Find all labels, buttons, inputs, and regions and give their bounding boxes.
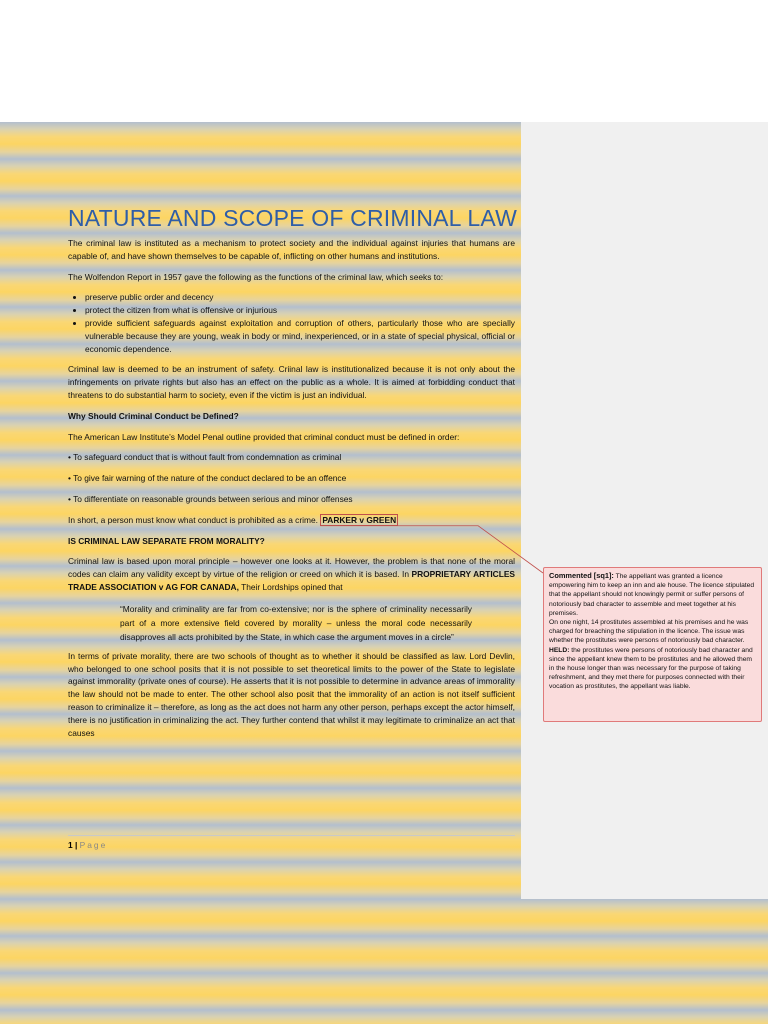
block-quote: “Morality and criminality are far from co-extensive; nor is the sphere of criminality necessarily part of a more extensive field covered by morality – unless the moral code necessarily disapproves all acts prohibited by the State, in which case the argument moves in a circle” (120, 603, 472, 642)
in-short-text: In short, a person must know what conduct is prohibited as a crime. (68, 514, 321, 525)
intro-paragraph: The criminal law is instituted as a mechanism to protect society and the individual against injuries that humans are capable of, and have shown themselves to be capable of, inflicting on other humans and institutions. (68, 238, 515, 261)
moral-principle-text: Criminal law is based upon moral principle – however one looks at it. However, the problem is that none of the moral codes can claim any validity except by virtue of the religion or creed on which it is based. In (68, 556, 515, 580)
list-item: • provide sufficient safeguards against exploitation and corruption of others, particularly those who are specially vulnerable because they are young, weak in body or mind, inexperienced, or in a state of special physical, official or economic dependence. (85, 317, 515, 355)
safety-paragraph: Criminal law is deemed to be an instrument of safety. Criinal law is institutionalized because it is not only about the infringements on private rights but also has an effect on the public as a whole. It is aimed at forbidding conduct that threatens to do substantial harm to society, even if the victim is just an individual. (68, 364, 515, 400)
comment-text: The appellant was granted a licence empowering him to keep an inn and ale house. The licence stipulated that the appellant should not knowingly permit or suffer persons of notoriously bad character to assemble and meet together at his premises. (549, 573, 755, 617)
held-label: HELD: (549, 646, 570, 654)
reason-item: • To give fair warning of the nature of the conduct declared to be an offence (68, 473, 347, 484)
comment-anchor-parker-v-green[interactable]: PARKER v GREEN (322, 514, 397, 525)
reason-item: • To differentiate on reasonable grounds between serious and minor offenses (68, 493, 353, 504)
section-heading: IS CRIMINAL LAW SEPARATE FROM MORALITY? (68, 535, 265, 546)
comment-pane (521, 122, 768, 899)
lordships-text: Their Lordships opined that (238, 581, 343, 592)
document-body (68, 205, 515, 747)
section-heading: Why Should Criminal Conduct be Defined? (68, 410, 239, 421)
private-morality-paragraph: In terms of private morality, there are two schools of thought as to whether it should be classified as law. Lord Devlin, who belonged to one school posits that it is not possible to set theoretical limits to the power of the State to legislate against immorality (private ones of course). He asserts that it is not possible to determine in advance areas of immorality the law should not be made to enter. The other school also posit that the immorality of an action is not itself sufficient reason to criminalize it – therefore, as long as the act does not harm any other person, perhaps except the actor himself, there is no justification in criminalizing the act. They further contend that whilst it may legitimate to criminalize an act that causes (68, 650, 515, 738)
comment-balloon[interactable] (543, 567, 762, 722)
document-title: NATURE AND SCOPE OF CRIMINAL LAW (68, 205, 517, 231)
page-footer (68, 835, 515, 851)
list-item: • preserve public order and decency (85, 291, 515, 304)
in-short-paragraph (68, 514, 515, 527)
wolfenden-paragraph: The Wolfendon Report in 1957 gave the following as the functions of the criminal law, which seeks to: (68, 271, 444, 282)
page-label: Page (79, 840, 108, 850)
model-penal-paragraph: The American Law Institute’s Model Penal outline provided that criminal conduct must be defined in order: (68, 431, 460, 442)
reason-item: • To safeguard conduct that is without fault from condemnation as criminal (68, 452, 342, 463)
comment-text: On one night, 14 prostitutes assembled at his premises and he was charged for breaching the stipulation in the licence. The issue was whether the prostitutes were persons of notoriously bad character. (549, 619, 749, 645)
footer-separator: | (72, 840, 80, 850)
list-item: • protect the citizen from what is offensive or injurious (85, 304, 515, 317)
comment-text: the prostitutes were persons of notoriously bad character and since the appellant knew them to be prostitutes and he allowed them in the house longer than was necessary for the purpose of taking refreshment, and they met there for purposes connected with their vocation as prostitutes, the appellant was liable. (549, 646, 753, 691)
page-number: 1 (68, 840, 73, 850)
moral-principle-paragraph (68, 555, 515, 593)
functions-list (68, 291, 515, 355)
comment-label: Commented [sq1]: (549, 571, 614, 580)
case-name: PROPRIETARY ARTICLES TRADE ASSOCIATION v AG FOR CANADA, (68, 569, 515, 592)
